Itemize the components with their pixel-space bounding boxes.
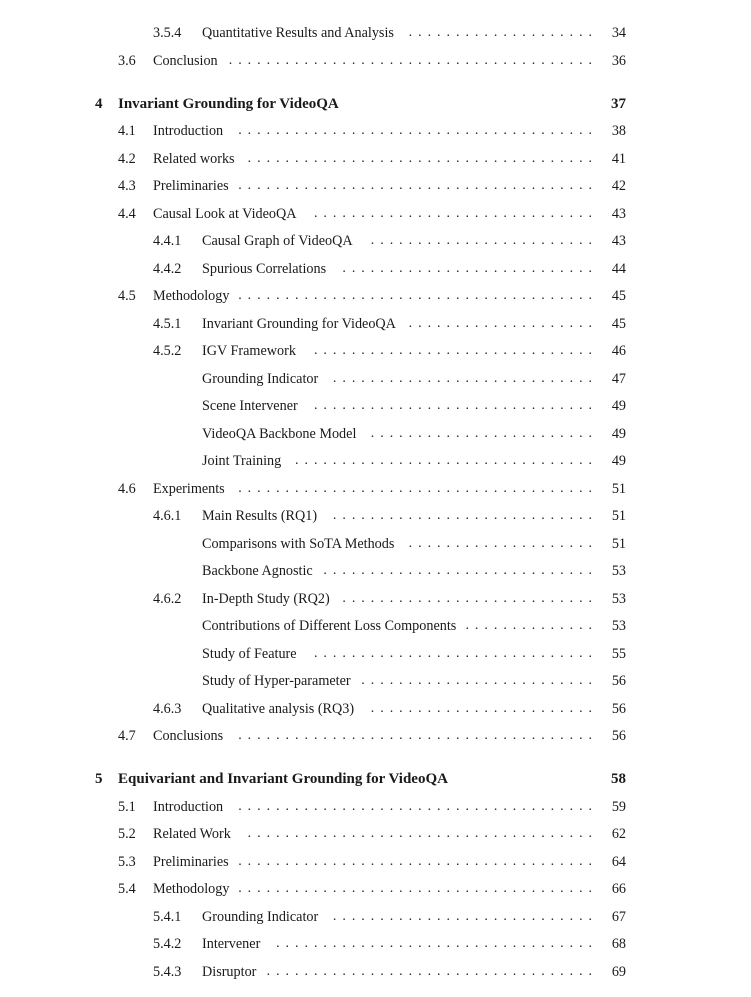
dot-leader: . . . . . . . . . . . . . . . . . . . . . . . .	[370, 701, 593, 716]
toc-entry-page-number[interactable]: 46	[611, 343, 626, 359]
toc-entry-number: 4.5.2	[153, 343, 182, 359]
toc-entry-number: 3.6	[118, 53, 136, 69]
toc-entry[interactable]	[0, 148, 751, 170]
dot-leader: . . . . . . . . . . . . . . . . . . . . . . . . . . . . . . . . . . . . . .	[238, 178, 593, 193]
toc-entry-number: 4.7	[118, 728, 136, 744]
toc-entry-number: 4.4	[118, 206, 136, 222]
toc-entry-number: 4.6.2	[153, 591, 182, 607]
dot-leader: . . . . . . . . . . . . . . . . . . . . . . . . . . . . . .	[313, 398, 593, 413]
toc-entry-page-number[interactable]: 36	[611, 53, 626, 69]
toc-entry[interactable]	[0, 725, 751, 747]
toc-entry-number: 5.4.3	[153, 964, 182, 980]
dot-leader: . . . . . . . . . . . . . . . . . . . . . . . . . . . .	[332, 508, 593, 523]
toc-entry[interactable]	[0, 368, 751, 390]
toc-entry[interactable]	[0, 340, 751, 362]
toc-entry-title[interactable]: Comparisons with SoTA Methods	[202, 533, 398, 555]
dot-leader: . . . . . . . . . . . . . . . . . . . . . . . . . . . . . . . . . . . . . .	[238, 481, 593, 496]
toc-entry-number: 4.6	[118, 481, 136, 497]
dot-leader: . . . . . . . . . . . . . . . . . . . . . . . . . . . . . . . . . . . . . .	[238, 728, 593, 743]
toc-entry-title[interactable]: Conclusion	[153, 50, 222, 72]
toc-entry[interactable]	[0, 933, 751, 955]
dot-leader: . . . . . . . . . . . . . . . . . . . . . . . . . . . . . . . . . . . . .	[247, 826, 593, 841]
toc-entry[interactable]	[0, 423, 751, 445]
toc-entry[interactable]	[0, 615, 751, 637]
toc-entry-title[interactable]: VideoQA Backbone Model	[202, 423, 360, 445]
toc-entry[interactable]	[0, 643, 751, 665]
toc-entry-page-number[interactable]: 49	[611, 398, 626, 414]
toc-entry-page-number[interactable]: 64	[611, 854, 626, 870]
toc-entry-title[interactable]: Joint Training	[202, 450, 285, 472]
toc-entry-title[interactable]: Causal Graph of VideoQA	[202, 230, 357, 252]
toc-entry[interactable]	[0, 478, 751, 500]
toc-entry-number: 4.4.1	[153, 233, 182, 249]
toc-entry-number: 4.1	[118, 123, 136, 139]
toc-entry-title[interactable]: Scene Intervener	[202, 395, 302, 417]
toc-entry-page-number[interactable]: 51	[611, 481, 626, 497]
toc-entry[interactable]	[0, 505, 751, 527]
toc-entry-title[interactable]: Preliminaries	[153, 175, 233, 197]
toc-entry-title[interactable]: Conclusions	[153, 725, 227, 747]
toc-entry[interactable]	[0, 961, 751, 983]
toc-entry-title[interactable]: Disruptor	[202, 961, 260, 983]
toc-entry-page-number[interactable]: 53	[611, 591, 626, 607]
toc-entry-page-number[interactable]: 62	[611, 826, 626, 842]
dot-leader: . . . . . . . . . . . . . . . . . . . . . . . . . . . .	[332, 909, 593, 924]
dot-leader: . . . . . . . . . . . . . . . . . . . . . . . . . . . . . .	[313, 646, 593, 661]
toc-entry-number: 5.4	[118, 881, 136, 897]
dot-leader: . . . . . . . . . . . . . . . . . . . .	[408, 536, 593, 551]
toc-entry-title[interactable]: Experiments	[153, 478, 229, 500]
toc-entry-title[interactable]: Related Work	[153, 823, 235, 845]
toc-entry-number: 4.4.2	[153, 261, 182, 277]
toc-entry[interactable]	[0, 560, 751, 582]
toc-entry[interactable]	[0, 851, 751, 873]
dot-leader: . . . . . . . . . . . . . . . . . . . . . . . . . . . . . . . . . . . . . . .	[228, 53, 593, 68]
toc-entry-title[interactable]: Methodology	[153, 285, 233, 307]
toc-chapter-entry[interactable]	[0, 768, 751, 790]
dot-leader: . . . . . . . . . . . . . . . . . . . . . . . . . . . . . . . . . . . . . .	[238, 123, 593, 138]
dot-leader: . . . . . . . . . . . . . . . . . . . . . . . . . . . . . .	[313, 206, 593, 221]
toc-entry-page-number[interactable]: 58	[611, 771, 626, 787]
toc-entry[interactable]	[0, 175, 751, 197]
dot-leader: . . . . . . . . . . . . . . . . . . . . . . . . . . . . .	[323, 563, 593, 578]
toc-entry-number: 3.5.4	[153, 25, 182, 41]
toc-entry-page-number[interactable]: 68	[611, 936, 626, 952]
toc-entry[interactable]	[0, 533, 751, 555]
toc-entry-number: 4.5	[118, 288, 136, 304]
toc-entry-title[interactable]: Related works	[153, 148, 239, 170]
toc-entry-page-number[interactable]: 59	[611, 799, 626, 815]
toc-entry-page-number[interactable]: 47	[611, 371, 626, 387]
dot-leader: . . . . . . . . . . . . . . . . . . . . . . . . .	[361, 673, 593, 688]
dot-leader: . . . . . . . . . . . . . .	[465, 618, 593, 633]
toc-entry[interactable]	[0, 395, 751, 417]
toc-entry-number: 4	[95, 96, 103, 112]
dot-leader: . . . . . . . . . . . . . . . . . . . . . . . . . . . . . . . . . . . . . .	[238, 854, 593, 869]
toc-entry[interactable]	[0, 588, 751, 610]
toc-entry-title[interactable]: Invariant Grounding for VideoQA	[118, 93, 339, 115]
toc-entry-number: 5.3	[118, 854, 136, 870]
toc-entry-title[interactable]: Study of Hyper-parameter	[202, 670, 355, 692]
toc-entry-page-number[interactable]: 49	[611, 453, 626, 469]
toc-entry-title[interactable]: Spurious Correlations	[202, 258, 330, 280]
toc-entry-page-number[interactable]: 69	[611, 964, 626, 980]
toc-entry-title[interactable]: Intervener	[202, 933, 264, 955]
toc-entry-title[interactable]: Methodology	[153, 878, 233, 900]
dot-leader: . . . . . . . . . . . . . . . . . . . . . . . .	[370, 426, 593, 441]
toc-entry-number: 4.6.3	[153, 701, 182, 717]
dot-leader: . . . . . . . . . . . . . . . . . . . .	[408, 316, 593, 331]
toc-entry-title[interactable]: Preliminaries	[153, 851, 233, 873]
toc-entry-page-number[interactable]: 53	[611, 618, 626, 634]
toc-entry-title[interactable]: Main Results (RQ1)	[202, 505, 321, 527]
toc-entry-number: 5.2	[118, 826, 136, 842]
toc-entry-number: 4.5.1	[153, 316, 182, 332]
toc-entry-page-number[interactable]: 56	[611, 728, 626, 744]
toc-entry-page-number[interactable]: 41	[611, 151, 626, 167]
toc-entry-title[interactable]: Causal Look at VideoQA	[153, 203, 301, 225]
toc-entry[interactable]	[0, 906, 751, 928]
toc-entry[interactable]	[0, 285, 751, 307]
dot-leader: . . . . . . . . . . . . . . . . . . . . . . . .	[370, 233, 593, 248]
toc-entry-number: 5.1	[118, 799, 136, 815]
toc-entry-title[interactable]: Backbone Agnostic	[202, 560, 317, 582]
toc-entry-page-number[interactable]: 49	[611, 426, 626, 442]
dot-leader: . . . . . . . . . . . . . . . . . . . . . . . . . . . . . . . . . . . . .	[247, 151, 593, 166]
toc-entry-title[interactable]: Quantitative Results and Analysis	[202, 22, 398, 44]
toc-entry[interactable]	[0, 796, 751, 818]
dot-leader: . . . . . . . . . . . . . . . . . . . . . . . . . . .	[342, 591, 593, 606]
dot-leader: . . . . . . . . . . . . . . . . . . . . . . . . . . . . . . . .	[295, 453, 593, 468]
toc-entry-title[interactable]: Introduction	[153, 796, 227, 818]
toc-entry-title[interactable]: Qualitative analysis (RQ3)	[202, 698, 358, 720]
toc-entry-title[interactable]: Equivariant and Invariant Grounding for VideoQA	[118, 768, 448, 790]
toc-entry-page-number[interactable]: 66	[611, 881, 626, 897]
toc-entry-page-number[interactable]: 43	[611, 233, 626, 249]
toc-entry-page-number[interactable]: 43	[611, 206, 626, 222]
toc-entry-page-number[interactable]: 45	[611, 316, 626, 332]
toc-entry-page-number[interactable]: 56	[611, 701, 626, 717]
toc-chapter-entry[interactable]	[0, 93, 751, 115]
toc-entry[interactable]	[0, 698, 751, 720]
toc-entry[interactable]	[0, 670, 751, 692]
toc-entry-page-number[interactable]: 51	[611, 508, 626, 524]
toc-entry-page-number[interactable]: 56	[611, 673, 626, 689]
toc-entry-title[interactable]: Introduction	[153, 120, 227, 142]
toc-entry-title[interactable]: Grounding Indicator	[202, 368, 322, 390]
toc-entry[interactable]	[0, 50, 751, 72]
toc-entry-number: 5.4.2	[153, 936, 182, 952]
toc-entry-title[interactable]: Grounding Indicator	[202, 906, 322, 928]
toc-entry-title[interactable]: Study of Feature	[202, 643, 301, 665]
toc-entry[interactable]	[0, 120, 751, 142]
dot-leader: . . . . . . . . . . . . . . . . . . . . . . . . . . . . . . . . . . . . . .	[238, 799, 593, 814]
toc-entry-page-number[interactable]: 42	[611, 178, 626, 194]
dot-leader: . . . . . . . . . . . . . . . . . . . . . . . . . . . . . . . . . . . . . .	[238, 288, 593, 303]
toc-entry[interactable]	[0, 230, 751, 252]
toc-entry-number: 4.2	[118, 151, 136, 167]
dot-leader: . . . . . . . . . . . . . . . . . . . . . . . . . . .	[342, 261, 593, 276]
toc-entry-page-number[interactable]: 51	[611, 536, 626, 552]
toc-entry[interactable]	[0, 203, 751, 225]
toc-entry-title[interactable]: IGV Framework	[202, 340, 300, 362]
toc-entry-title[interactable]: Invariant Grounding for VideoQA	[202, 313, 400, 335]
toc-entry[interactable]	[0, 450, 751, 472]
dot-leader: . . . . . . . . . . . . . . . . . . . . . . . . . . . .	[332, 371, 593, 386]
toc-entry-number: 4.3	[118, 178, 136, 194]
toc-entry-page-number[interactable]: 67	[611, 909, 626, 925]
dot-leader: . . . . . . . . . . . . . . . . . . . .	[408, 25, 593, 40]
toc-entry[interactable]	[0, 258, 751, 280]
toc-entry-number: 5.4.1	[153, 909, 182, 925]
toc-entry-page-number[interactable]: 44	[611, 261, 626, 277]
dot-leader: . . . . . . . . . . . . . . . . . . . . . . . . . . . . . .	[313, 343, 593, 358]
toc-entry-title[interactable]: In-Depth Study (RQ2)	[202, 588, 334, 610]
toc-entry[interactable]	[0, 823, 751, 845]
toc-entry[interactable]	[0, 878, 751, 900]
dot-leader: . . . . . . . . . . . . . . . . . . . . . . . . . . . . . . . . . . .	[266, 964, 593, 979]
toc-entry[interactable]	[0, 313, 751, 335]
toc-entry-page-number[interactable]: 37	[611, 96, 626, 112]
toc-entry-page-number[interactable]: 53	[611, 563, 626, 579]
toc-entry-number: 5	[95, 771, 103, 787]
toc-entry-page-number[interactable]: 55	[611, 646, 626, 662]
toc-entry-page-number[interactable]: 38	[611, 123, 626, 139]
dot-leader: . . . . . . . . . . . . . . . . . . . . . . . . . . . . . . . . . .	[276, 936, 593, 951]
toc-entry-page-number[interactable]: 34	[611, 25, 626, 41]
toc-entry[interactable]	[0, 22, 751, 44]
toc-entry-page-number[interactable]: 45	[611, 288, 626, 304]
toc-entry-title[interactable]: Contributions of Different Loss Components	[202, 615, 460, 637]
dot-leader: . . . . . . . . . . . . . . . . . . . . . . . . . . . . . . . . . . . . . .	[238, 881, 593, 896]
toc-entry-number: 4.6.1	[153, 508, 182, 524]
